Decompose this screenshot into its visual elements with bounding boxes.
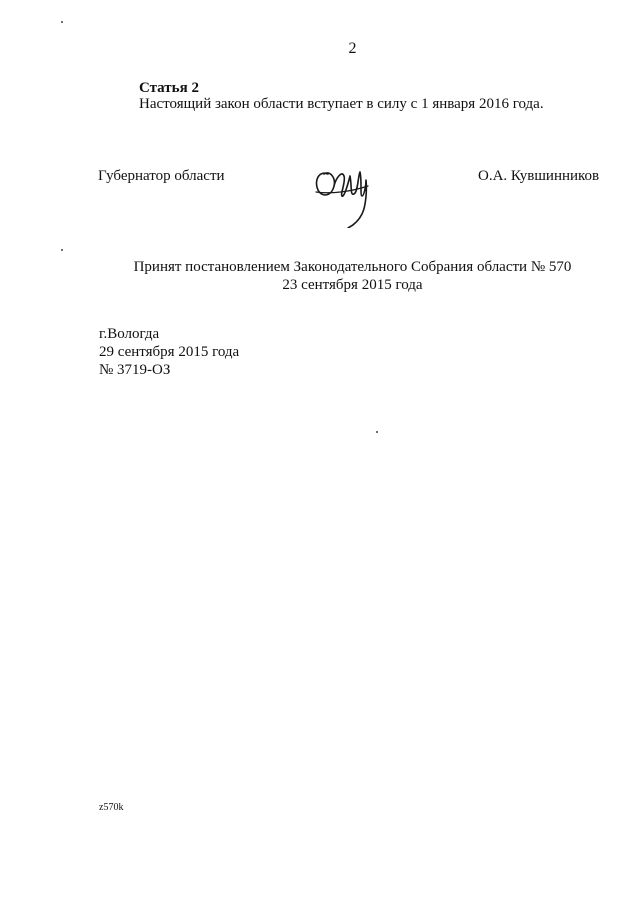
scan-speck (376, 431, 378, 433)
signer-title: Губернатор области (98, 168, 225, 184)
adoption-line: Принят постановлением Законодательного Собрания области № 570 (133, 259, 572, 275)
signing-date: 29 сентября 2015 года (99, 344, 240, 360)
signature-icon (310, 156, 374, 228)
footer-code: z570k (99, 802, 124, 813)
law-number: № 3719-ОЗ (99, 362, 171, 378)
scan-speck (61, 249, 63, 251)
article-text: Настоящий закон области вступает в силу с 1 января 2016 года. (139, 96, 544, 112)
signer-name: О.А. Кувшинников (478, 168, 600, 184)
place-of-signing: г.Вологда (99, 326, 160, 342)
article-heading: Статья 2 (139, 80, 199, 96)
page-number: 2 (348, 40, 357, 57)
scan-speck (61, 21, 63, 23)
adoption-date: 23 сентября 2015 года (282, 277, 423, 293)
